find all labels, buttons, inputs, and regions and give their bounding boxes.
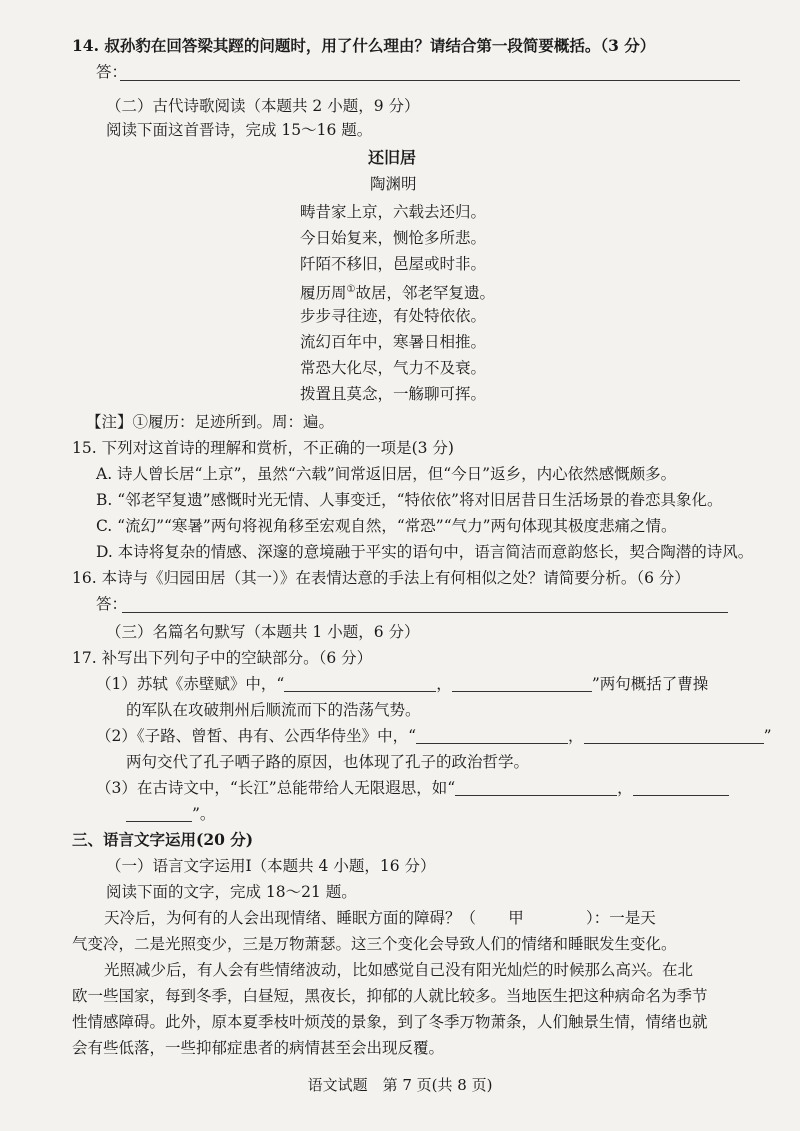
option-b[interactable]: B. “邻老罕复遗”感慨时光无情、人事变迁，“特依依”将对旧居昔日生活场景的眷恋具象化。 [96, 491, 723, 509]
passage-line: 气变冷，二是光照变少，三是万物萧瑟。这三个变化会导致人们的情绪和睡眠发生变化。 [72, 935, 677, 953]
q17-item-1-cont: 的军队在攻破荆州后顺流而下的浩荡气势。 [126, 701, 421, 719]
part-3-subheading: （一）语言文字运用Ⅰ（本题共 4 小题，16 分） [106, 857, 436, 875]
question-16: 16. 本诗与《归园田居（其一）》在表情达意的手法上有何相似之处？请简要分析。（6 分） [72, 569, 690, 587]
page-footer: 语文试题 第 7 页(共 8 页) [307, 1076, 493, 1094]
question-15: 15. 下列对这首诗的理解和赏析，不正确的一项是(3 分) [72, 439, 454, 457]
part-3-instruction: 阅读下面的文字，完成 18～21 题。 [106, 883, 357, 901]
poem-note: 【注】①履历：足迹所到。周：遍。 [86, 413, 335, 431]
q17-item-3: （3）在古诗文中，“长江”总能带给人无限遐思，如“ ， [96, 778, 729, 798]
poem-line: 阡陌不移旧，邑屋或时非。 [300, 255, 487, 273]
q17-item-2-cont: 两句交代了孔子哂子路的原因，也体现了孔子的政治哲学。 [126, 753, 530, 771]
q17-item-1: （1）苏轼《赤壁赋》中，“ ， ”两句概括了曹操 [96, 675, 709, 693]
passage-line: 欧一些国家，每到冬季，白昼短，黑夜长，抑郁的人就比较多。当地医生把这种病命名为季节 [72, 987, 708, 1005]
footnote-marker: ① [346, 284, 356, 295]
blank-1a[interactable] [284, 675, 436, 692]
blank-2a[interactable] [416, 727, 568, 744]
q17-item-2: （2）《子路、曾皙、冉有、公西华侍坐》中，“ ， ” [96, 727, 772, 745]
passage-line: 天冷后，为何有的人会出现情绪、睡眠方面的障碍？（ 甲 ）：一是天 [104, 909, 656, 927]
poem-line: 流幻百年中，寒暑日相推。 [300, 333, 487, 351]
option-d[interactable]: D. 本诗将复杂的情感、深邃的意境融于平实的语句中，语言简洁而意韵悠长，契合陶潜的诗风。 [96, 543, 754, 561]
poem-line: 今日始复来，恻怆多所悲。 [300, 229, 487, 247]
poem-line: 履历周①故居，邻老罕复遗。 [300, 284, 495, 302]
option-a[interactable]: A. 诗人曾长居“上京”，虽然“六载”间常返旧居，但“今日”返乡，内心依然感慨颇多。 [96, 465, 677, 483]
poem-title: 还旧居 [368, 148, 417, 167]
passage-line: 光照减少后，有人会有些情绪波动，比如感觉自己没有阳光灿烂的时候那么高兴。在北 [104, 961, 694, 979]
poetry-instruction: 阅读下面这首晋诗，完成 15～16 题。 [106, 121, 373, 139]
part-3-heading: 三、语言文字运用(20 分) [72, 830, 254, 849]
section-heading-poetry: （二）古代诗歌阅读（本题共 2 小题，9 分） [106, 97, 420, 115]
poem-line: 常恐大化尽，气力不及衰。 [300, 359, 487, 377]
blank-3b[interactable] [633, 779, 729, 796]
blank-3c[interactable] [126, 805, 192, 822]
answer-label-16: 答： [96, 595, 128, 613]
poem-line: 畴昔家上京，六载去还归。 [300, 203, 487, 221]
question-17: 17. 补写出下列句子中的空缺部分。（6 分） [72, 649, 373, 667]
blank-1b[interactable] [452, 675, 592, 692]
answer-line-16[interactable] [122, 612, 728, 613]
blank-jia[interactable]: 甲 [508, 909, 524, 927]
question-14: 14. 叔孙豹在回答梁其踁的问题时，用了什么理由？请结合第一段简要概括。（3 分） [72, 36, 656, 55]
poem-line: 拨置且莫念，一觞聊可挥。 [300, 385, 487, 403]
poem-line: 步步寻往迹，有处特依依。 [300, 307, 487, 325]
answer-line-14[interactable] [120, 80, 740, 81]
blank-2b[interactable] [584, 727, 764, 744]
passage-line: 会有些低落，一些抑郁症患者的病情甚至会出现反覆。 [72, 1039, 445, 1057]
poem-author: 陶渊明 [370, 175, 417, 193]
blank-3a[interactable] [455, 779, 617, 796]
option-c[interactable]: C. “流幻”“寒暑”两句将视角移至宏观自然，“常恐”“气力”两句体现其极度悲痛之情。 [96, 517, 677, 535]
q17-item-3-cont: ”。 [126, 804, 215, 824]
section-heading-recitation: （三）名篇名句默写（本题共 1 小题，6 分） [106, 623, 420, 641]
passage-line: 性情感障碍。此外，原本夏季枝叶烦茂的景象，到了冬季万物萧条，人们触景生情，情绪也就 [72, 1013, 708, 1031]
answer-label-14: 答： [96, 63, 128, 81]
